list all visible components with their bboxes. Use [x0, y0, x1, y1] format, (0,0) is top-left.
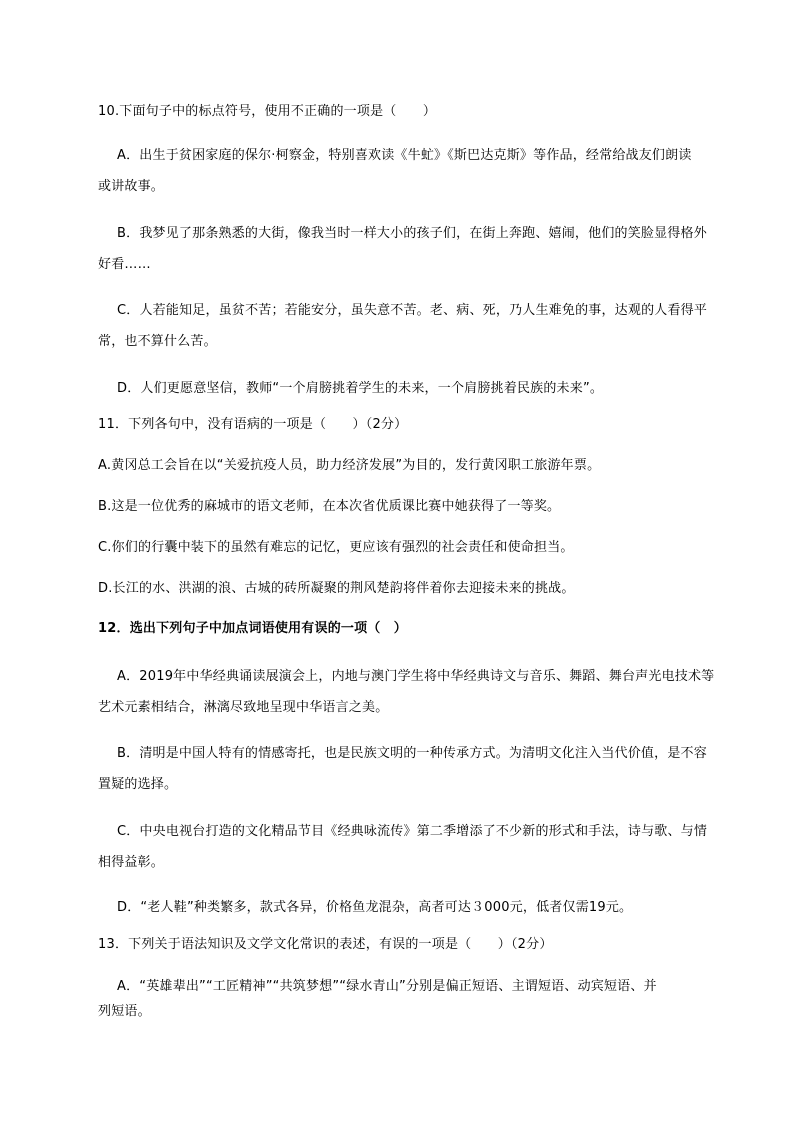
- question-10-option-b-line-2: 好看……: [98, 257, 151, 272]
- question-12-option-a-line-1: A．2019年中华经典诵读展演会上，内地与澳门学生将中华经典诗文与音乐、舞蹈、舞台声光电技术等: [117, 669, 715, 684]
- question-11-stem: 11．下列各句中，没有语病的一项是（ ）（2分）: [98, 417, 408, 432]
- question-13-option-a-line-1: A．“英雄辈出”“工匠精神”“共筑梦想”“绿水青山”分别是偏正短语、主谓短语、动宾短语、并: [117, 979, 657, 994]
- question-12-option-d: D．“老人鞋”种类繁多，款式各异，价格鱼龙混杂，高者可达３000元，低者仅需19元。: [117, 900, 633, 915]
- question-10-option-d: D．人们更愿意坚信，教师“一个肩膀挑着学生的未来，一个肩膀挑着民族的未来”。: [117, 381, 604, 396]
- question-12-stem: 12．选出下列句子中加点词语使用有误的一项（ ）: [98, 621, 407, 636]
- question-11-option-b: B.这是一位优秀的麻城市的语文老师，在本次省优质课比赛中她获得了一等奖。: [98, 499, 561, 514]
- question-12-option-b-line-1: B．清明是中国人特有的情感寄托，也是民族文明的一种传承方式。为清明文化注入当代价值，是不容: [117, 746, 707, 761]
- question-13-stem: 13．下列关于语法知识及文学文化常识的表述，有误的一项是（ ）（2分）: [98, 937, 553, 952]
- question-10-option-b-line-1: B．我梦见了那条熟悉的大街，像我当时一样大小的孩子们，在街上奔跑、嬉闹，他们的笑脸显得格外: [117, 226, 707, 241]
- question-12-option-b-line-2: 置疑的选择。: [98, 777, 178, 792]
- question-10-option-a-line-1: A．出生于贫困家庭的保尔·柯察金，特别喜欢读《牛虻》《斯巴达克斯》等作品，经常给战友们朗读: [117, 148, 692, 163]
- question-10-option-a-line-2: 或讲故事。: [98, 179, 165, 194]
- question-10-option-c-line-2: 常，也不算什么苦。: [98, 334, 217, 349]
- question-12-option-a-line-2: 艺术元素相结合，淋漓尽致地呈现中华语言之美。: [98, 700, 389, 715]
- question-12-option-c-line-1: C．中央电视台打造的文化精品节目《经典咏流传》第二季增添了不少新的形式和手法，诗与歌、与情: [117, 824, 708, 839]
- question-13-option-a-line-2: 列短语。: [98, 1004, 151, 1019]
- question-11-option-c: C.你们的行囊中装下的虽然有难忘的记忆，更应该有强烈的社会责任和使命担当。: [98, 540, 574, 555]
- question-10-stem: 10.下面句子中的标点符号，使用不正确的一项是（ ）: [98, 104, 437, 119]
- question-11-option-d: D.长江的水、洪湖的浪、古城的砖所凝聚的荆风楚韵将伴着你去迎接未来的挑战。: [98, 581, 575, 596]
- question-10-option-c-line-1: C．人若能知足，虽贫不苦；若能安分，虽失意不苦。老、病、死，乃人生难免的事，达观的人看得平: [117, 303, 708, 318]
- question-12-option-c-line-2: 相得益彰。: [98, 855, 165, 870]
- question-11-option-a: A.黄冈总工会旨在以“关爱抗疫人员，助力经济发展”为目的，发行黄冈职工旅游年票。: [98, 458, 601, 473]
